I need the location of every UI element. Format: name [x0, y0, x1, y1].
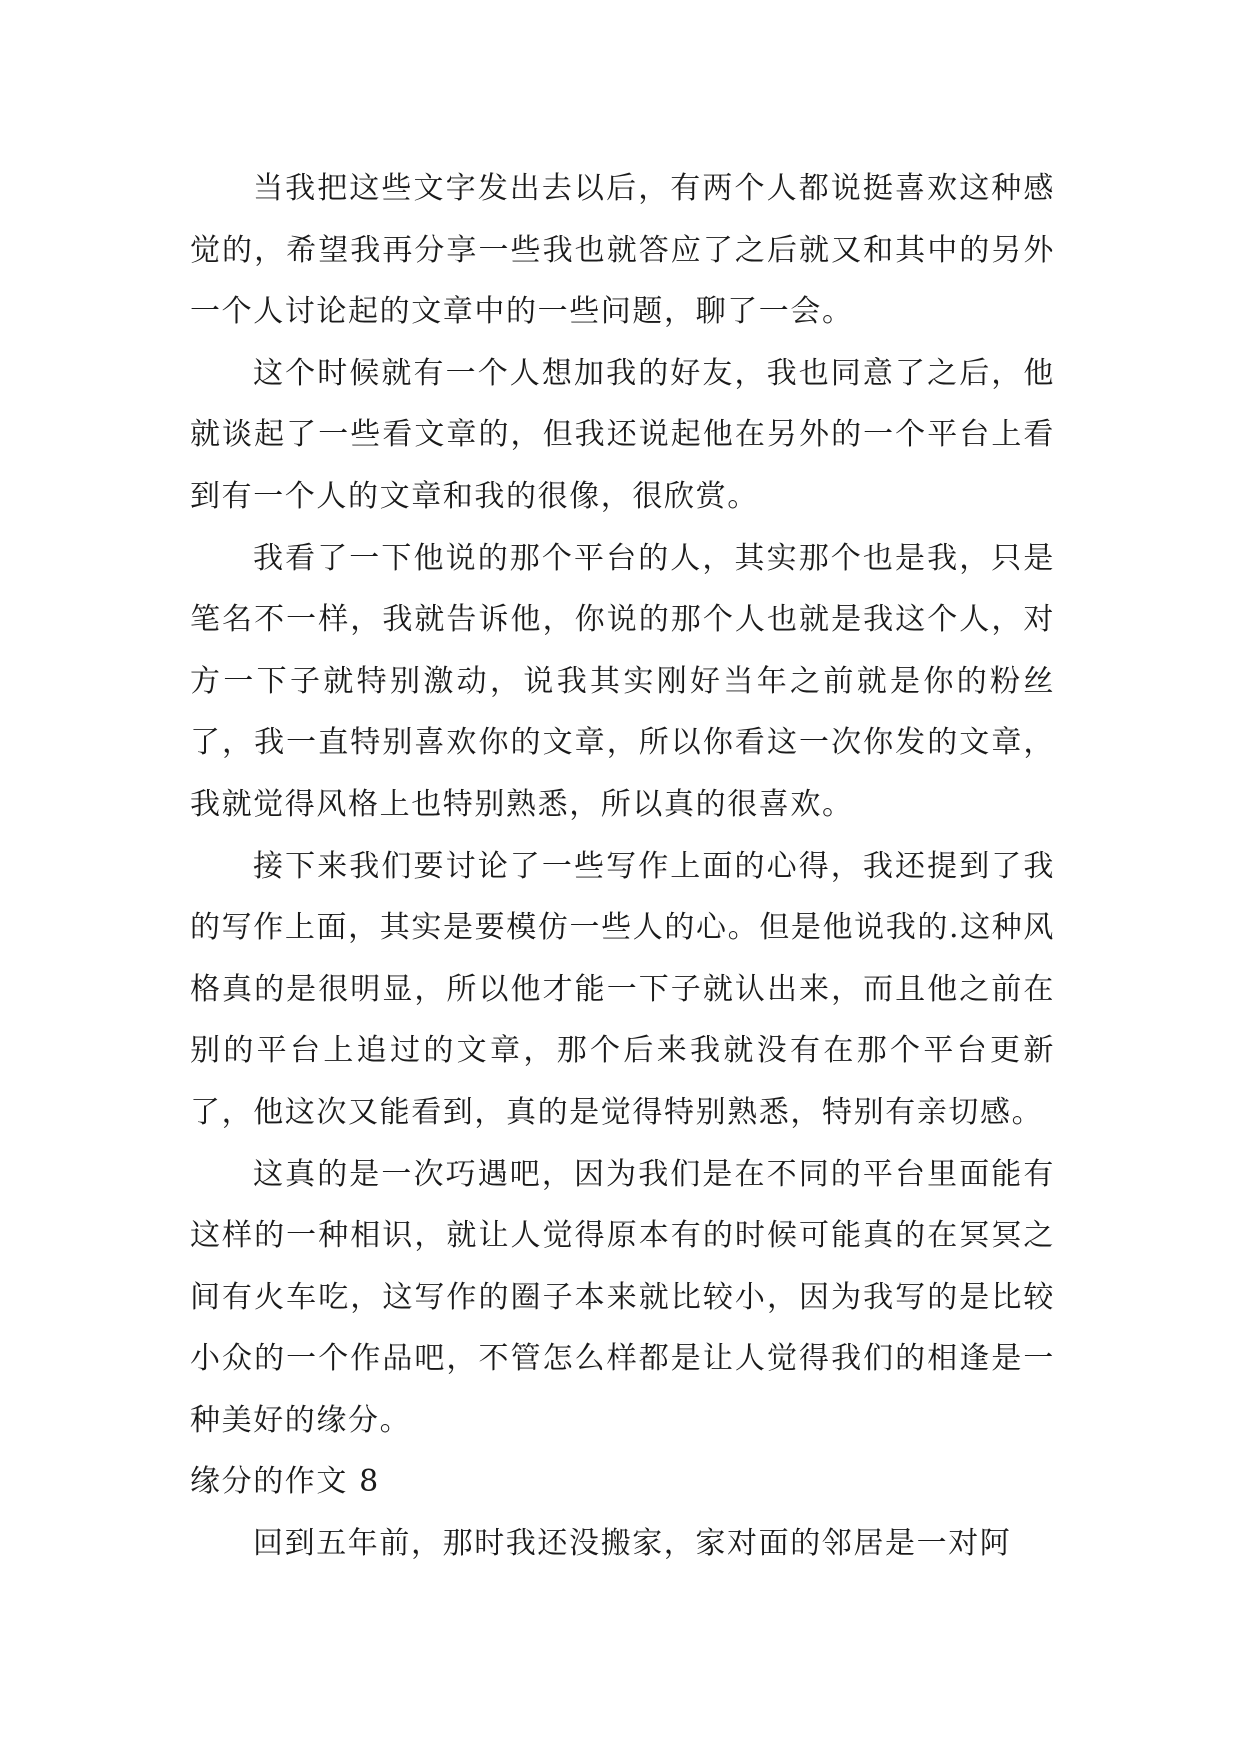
paragraph-1: 当我把这些文字发出去以后，有两个人都说挺喜欢这种感觉的，希望我再分享一些我也就答应了之后就又和其中的另外一个人讨论起的文章中的一些问题，聊了一会。 [190, 171, 1055, 330]
paragraph-3: 我看了一下他说的那个平台的人，其实那个也是我，只是笔名不一样，我就告诉他，你说的那个人也就是我这个人，对方一下子就特别激动，说我其实刚好当年之前就是你的粉丝了，我一直特别喜欢你的文章，所以你看这一次你发的文章，我就觉得风格上也特别熟悉，所以真的很喜欢。 [190, 540, 1055, 822]
paragraph-6: 回到五年前，那时我还没搬家，家对面的邻居是一对阿 [253, 1526, 1012, 1562]
paragraph-4: 接下来我们要讨论了一些写作上面的心得，我还提到了我的写作上面，其实是要模仿一些人的心。但是他说我的.这种风格真的是很明显，所以他才能一下子就认出来，而且他之前在别的平台上追过的文章，那个后来我就没有在那个平台更新了，他这次又能看到，真的是觉得特别熟悉，特别有亲切感。 [190, 848, 1055, 1130]
section-heading: 缘分的作文 8 [190, 1464, 380, 1500]
paragraph-2: 这个时候就有一个人想加我的好友，我也同意了之后，他就谈起了一些看文章的，但我还说起他在另外的一个平台上看到有一个人的文章和我的很像，很欣赏。 [190, 355, 1055, 514]
paragraph-5: 这真的是一次巧遇吧，因为我们是在不同的平台里面能有这样的一种相识，就让人觉得原本有的时候可能真的在冥冥之间有火车吃，这写作的圈子本来就比较小，因为我写的是比较小众的一个作品吧，不管怎么样都是让人觉得我们的相逢是一种美好的缘分。 [190, 1156, 1055, 1438]
document-body [190, 158, 1055, 1575]
